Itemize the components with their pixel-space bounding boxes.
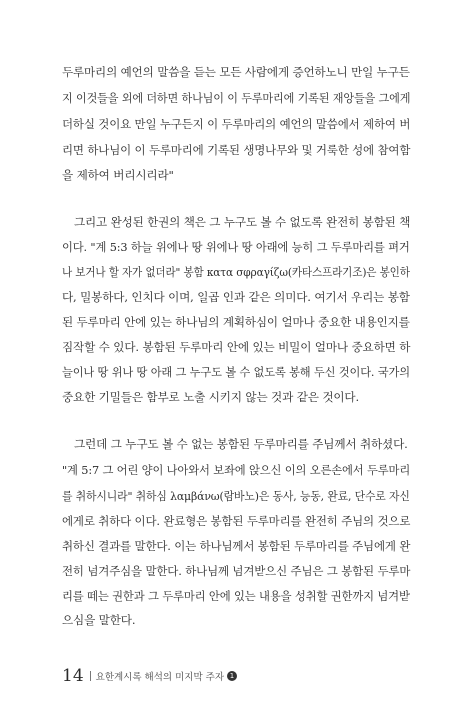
- text-line: 나 보거나 할 자가 없더라" 봉함 κατα σφραγίζω(카타스프라기조)은 봉인하: [62, 265, 410, 279]
- text-line: 그런데 그 누구도 볼 수 없는 봉함된 두루마리를 주님께서 취하셨다.: [74, 437, 408, 451]
- text-line: 늘이나 땅 위나 땅 아래 그 누구도 볼 수 없도록 봉해 두신 것이다. 국가의: [62, 365, 410, 379]
- text-line: 을 제하여 버리시리라": [62, 168, 174, 182]
- text-line: 으심을 말한다.: [62, 613, 136, 627]
- text-line: 된 두루마리 안에 있는 하나님의 계획하심이 얼마나 중요한 내용인지를: [62, 315, 410, 329]
- text-line: 중요한 기밀들은 함부로 노출 시키지 않는 것과 같은 것이다.: [62, 390, 360, 404]
- text-line: 전히 넘겨주심을 말한다. 하나님께 넘겨받으신 주님은 그 봉함된 두루마: [62, 564, 411, 578]
- page-number: 14: [62, 666, 84, 686]
- text-line: 그리고 완성된 한권의 책은 그 누구도 볼 수 없도록 완전히 봉함된 책: [74, 215, 411, 229]
- text-line: "계 5:7 그 어린 양이 나아와서 보좌에 앉으신 이의 오른손에서 두루마리: [62, 463, 411, 477]
- text-line: 두루마리의 예언의 말씀을 듣는 모든 사람에게 증언하노니 만일 누구든: [62, 65, 410, 79]
- text-line: 더하실 것이요 만일 누구든지 이 두루마리의 예언의 말씀에서 제하여 버: [62, 117, 411, 131]
- footer-divider: [90, 671, 91, 681]
- text-line: 짐작할 수 있다. 봉함된 두루마리 안에 있는 비밀이 얼마나 중요하면 하: [62, 340, 411, 354]
- text-line: 를 취하시니라" 취하심 λαμβάνω(람바노)은 동사, 능동, 완료, 단수로 자신: [62, 489, 410, 503]
- text-line: 취하신 결과를 말한다. 이는 하나님께서 봉함된 두루마리를 주님에게 완: [62, 539, 411, 553]
- text-line: 다, 밀봉하다, 인치다 이며, 일곱 인과 같은 의미다. 여기서 우리는 봉함: [62, 290, 410, 304]
- text-line: 리면 하나님이 이 두루마리에 기록된 생명나무와 및 거룩한 성에 참여함: [62, 143, 411, 157]
- text-line: 이다. "계 5:3 하늘 위에나 땅 위에나 땅 아래에 능히 그 두루마리를 펴거: [62, 240, 410, 254]
- text-line: 리를 떼는 권한과 그 두루마리 안에 있는 내용을 성취할 권한까지 넘겨받: [62, 589, 410, 603]
- volume-badge: 1: [227, 671, 237, 681]
- text-line: 지 이것들을 외에 더하면 하나님이 이 두루마리에 기록된 재앙들을 그에게: [62, 91, 411, 105]
- page-footer: [62, 666, 237, 686]
- book-title: 요한계시록 해석의 미지막 주자: [95, 672, 225, 683]
- text-line: 에게로 취하다 이다. 완료형은 봉함된 두루마리를 완전히 주님의 것으로: [62, 514, 411, 528]
